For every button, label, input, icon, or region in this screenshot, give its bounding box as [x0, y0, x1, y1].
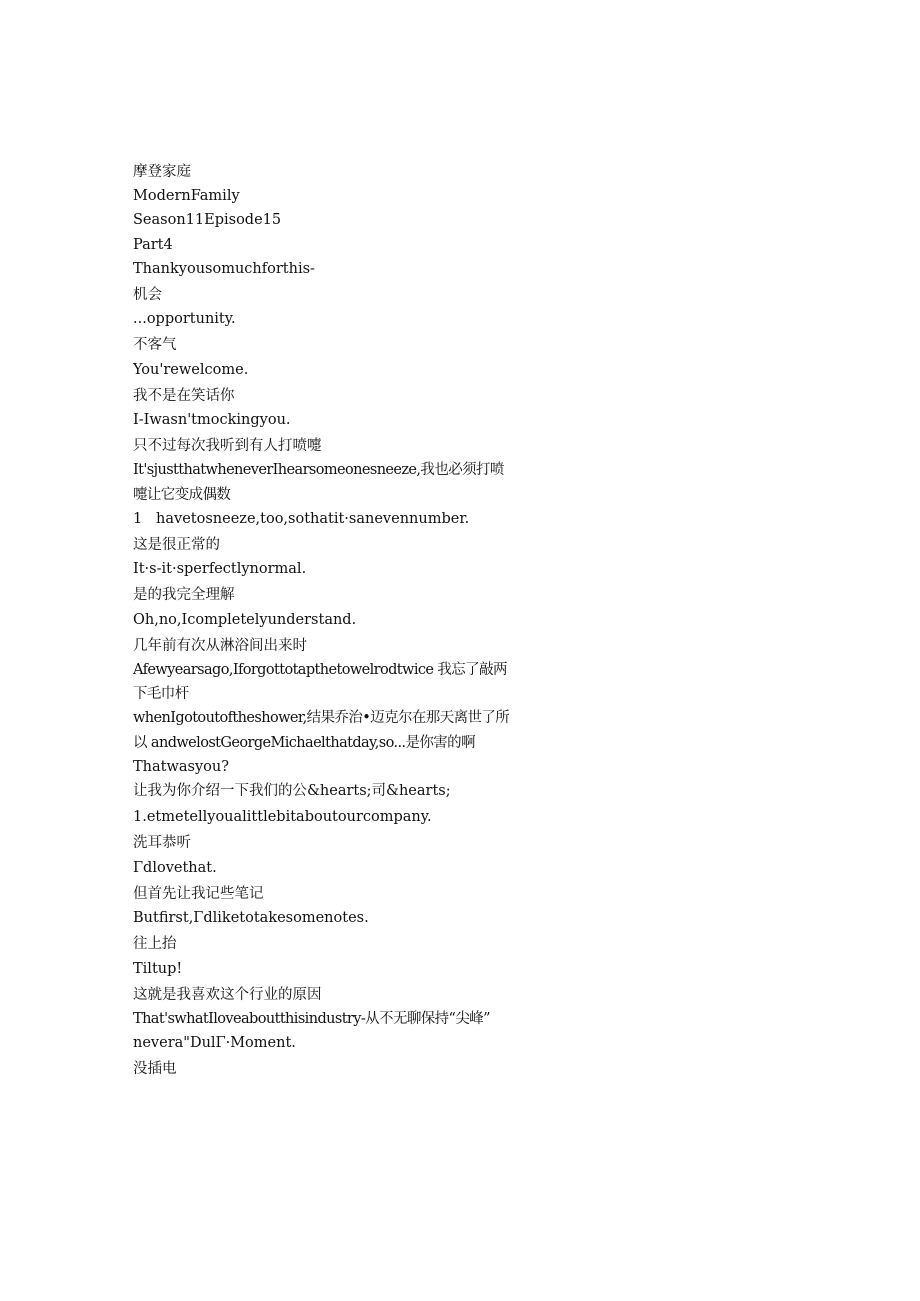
- subtitle-line: Γdlovethat.: [133, 859, 217, 876]
- document-page: [133, 160, 513, 1082]
- doc-part: Part4: [133, 236, 173, 253]
- subtitle-line: 洗耳恭听: [133, 835, 191, 852]
- subtitle-line: 这是很正常的: [133, 537, 220, 554]
- subtitle-line: 是的我完全理解: [133, 587, 235, 604]
- subtitle-line: 但首先让我记些笔记: [133, 885, 264, 902]
- subtitle-line: Oh,no,Icompletelyunderstand.: [133, 611, 357, 628]
- subtitle-line: 几年前有次从淋浴间出来时: [133, 637, 307, 654]
- subtitle-line: 我不是在笑话你: [133, 387, 235, 404]
- subtitle-line: I-Iwasn'tmockingyou.: [133, 412, 291, 429]
- subtitle-line: That'swhatIloveaboutthisindustry-从不无聊保持“尖峰”: [133, 1010, 490, 1027]
- subtitle-line: You'rewelcome.: [133, 361, 249, 378]
- subtitle-line: Thatwasyou?: [133, 758, 230, 775]
- subtitle-line: Tiltup!: [133, 960, 183, 977]
- subtitle-line: 没插电: [133, 1061, 177, 1078]
- subtitle-line: It·s-it·sperfectlynormal.: [133, 561, 307, 578]
- doc-title-english: ModernFamily: [133, 188, 240, 205]
- subtitle-line: 不客气: [133, 337, 177, 354]
- subtitle-line: 让我为你介绍一下我们的公&hearts;司&hearts;: [133, 783, 451, 800]
- subtitle-line: ...opportunity.: [133, 311, 236, 328]
- subtitle-line: whenIgotoutoftheshower,结果乔治•迈克尔在那天离世了所以 andwelostGeorgeMichaelthatday,so...是你害的啊: [133, 710, 510, 751]
- subtitle-line: 1.etmetellyoualittlebitaboutourcompany.: [133, 809, 432, 826]
- subtitle-line: Afewyearsago,Iforgottotapthetowelrodtwice 我忘了敲两下毛巾杆: [133, 662, 507, 703]
- doc-episode: Season11Episode15: [133, 212, 282, 229]
- subtitle-line: 只不过每次我听到有人打喷嚏: [133, 438, 322, 455]
- subtitle-line: 往上抬: [133, 936, 177, 953]
- subtitle-line: Butfirst,Γdliketotakesomenotes.: [133, 910, 369, 927]
- subtitle-line: It'sjustthatwheneverIhearsomeonesneeze,我也必须打喷嚏让它变成偶数: [133, 462, 504, 503]
- subtitle-line: 这就是我喜欢这个行业的原因: [133, 986, 322, 1003]
- subtitle-line: 1 havetosneeze,too,sothatit·sanevennumber.: [133, 510, 470, 527]
- subtitle-line: 机会: [133, 287, 162, 304]
- doc-title-chinese: 摩登家庭: [133, 164, 191, 180]
- subtitle-line: Thankyousomuchforthis-: [133, 260, 315, 277]
- subtitle-line: nevera"DulΓ·Moment.: [133, 1035, 296, 1052]
